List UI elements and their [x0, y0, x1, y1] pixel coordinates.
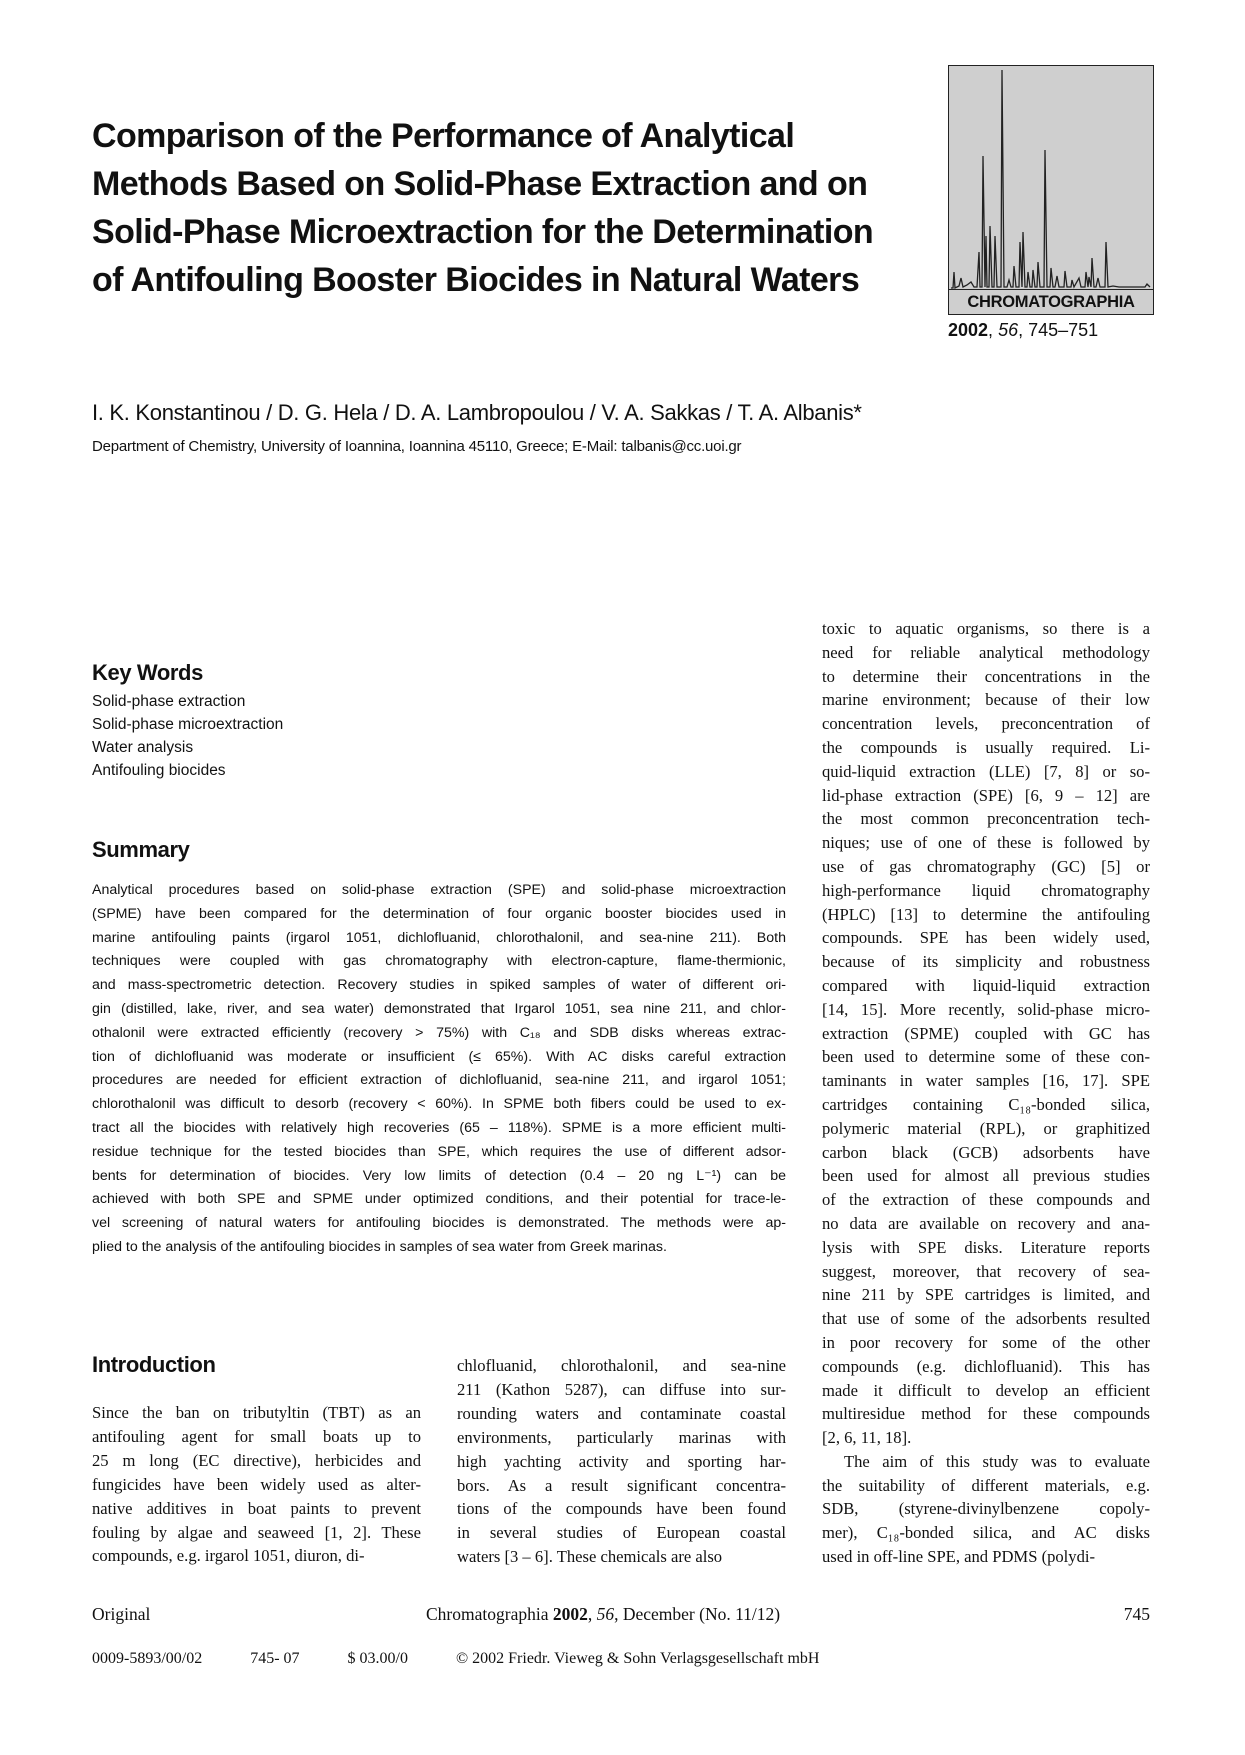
intro-column-left: [92, 1401, 421, 1568]
text-line: tract all the biocides with relatively high recoveries (65 – 118%). SPME is a more efficient multi-: [92, 1119, 786, 1136]
journal-name: Chromatographia: [426, 1604, 549, 1624]
text-line: quid-liquid extraction (LLE) [7, 8] or so-: [822, 761, 1150, 781]
text-line: procedures are needed for efficient extraction of dichlofluanid, sea-nine 211, and irgarol 1051;: [92, 1072, 786, 1089]
text-line: niques; use of one of these is followed by: [822, 833, 1150, 853]
title-line: Solid-Phase Microextraction for the Determination: [92, 213, 874, 251]
citation-pages: 745–751: [1028, 320, 1099, 340]
text-line: used in off-line SPE, and PDMS (polydi-: [822, 1547, 1096, 1567]
journal-volume: 56: [596, 1604, 615, 1624]
text-line: concentration levels, preconcentration of: [822, 714, 1150, 734]
title-line: of Antifouling Booster Biocides in Natural Waters: [92, 261, 860, 299]
text-line: the suitability of different materials, e.g.: [822, 1475, 1150, 1495]
copyright: © 2002 Friedr. Vieweg & Sohn Verlagsgesellschaft mbH: [456, 1650, 820, 1667]
text-line: to determine their concentrations in the: [822, 666, 1150, 686]
journal-issue-number: December (No. 11/12): [622, 1604, 781, 1624]
keyword: Solid-phase microextraction: [92, 716, 284, 733]
citation-year: 2002: [948, 320, 989, 340]
citation: 2002, 56, 745–751: [948, 320, 1099, 340]
text-line: in poor recovery for some of the other: [822, 1332, 1150, 1352]
text-line: rounding waters and contaminate coastal: [457, 1403, 786, 1423]
text-line: chlofluanid, chlorothalonil, and sea-nine: [457, 1356, 786, 1375]
text-line: compared with liquid-liquid extraction: [822, 975, 1150, 995]
text-line: bors. As a result significant concentra-: [457, 1475, 786, 1495]
text-line: multiresidue method for these compounds: [822, 1404, 1150, 1424]
text-line: waters [3 – 6]. These chemicals are also: [457, 1547, 723, 1567]
text-line: plied to the analysis of the antifouling biocides in samples of sea water from Greek marinas.: [92, 1238, 667, 1255]
journal-logo: [948, 65, 1154, 315]
text-line: native additives in boat paints to prevent: [92, 1498, 421, 1518]
text-line: carbon black (GCB) adsorbents have: [822, 1142, 1150, 1162]
text-line: the compounds is usually required. Li-: [822, 737, 1150, 757]
article-code: 745- 07: [250, 1650, 300, 1667]
text-line: Since the ban on tributyltin (TBT) as an: [92, 1403, 421, 1422]
text-line: of the extraction of these compounds and: [822, 1190, 1150, 1210]
logo-wordmark: CHROMATOGRAPHIA: [949, 289, 1153, 314]
text-line: compounds, e.g. irgarol 1051, diuron, di-: [92, 1546, 365, 1566]
text-line: chlorothalonil was difficult to desorb (recovery < 60%). In SPME both fibers could be used to ex-: [92, 1096, 786, 1113]
text-line: The aim of this study was to evaluate: [844, 1451, 1150, 1471]
intro-column-right: [822, 617, 1150, 1569]
text-line: SDB, (styrene-divinylbenzene copoly-: [822, 1499, 1150, 1519]
text-line: high yachting activity and sporting har-: [457, 1451, 786, 1471]
authors: I. K. Konstantinou / D. G. Hela / D. A. Lambropoulou / V. A. Sakkas / T. A. Albanis*: [92, 400, 862, 425]
text-line: suggest, moreover, that recovery of sea-: [822, 1261, 1150, 1281]
page-footer: [92, 1604, 1150, 1625]
text-line: 25 m long (EC directive), herbicides and: [92, 1450, 421, 1470]
chromatogram-logo-icon: [949, 66, 1152, 290]
text-line: extraction (SPME) coupled with GC has: [822, 1023, 1150, 1043]
text-line: environments, particularly marinas with: [457, 1427, 786, 1447]
title-line: Comparison of the Performance of Analytical: [92, 117, 795, 155]
article-title: [92, 112, 932, 304]
text-line: the most common preconcentration tech-: [822, 809, 1150, 829]
text-line: antifouling agent for small boats up to: [92, 1426, 421, 1446]
text-line: high-performance liquid chromatography: [822, 880, 1150, 900]
text-line: toxic to aquatic organisms, so there is a: [822, 619, 1150, 638]
keywords-list: [92, 690, 283, 782]
text-line: (HPLC) [13] to determine the antifouling: [822, 904, 1150, 924]
text-line: bents for determination of biocides. Very low limits of detection (0.4 – 20 ng L⁻¹) can be: [92, 1167, 786, 1184]
issn: 0009-5893/00/02: [92, 1650, 203, 1667]
text-line: compounds. SPE has been widely used,: [822, 928, 1150, 948]
text-line: mer), C₁₈-bonded silica, and AC disks: [822, 1523, 1150, 1543]
text-line: 211 (Kathon 5287), can diffuse into sur-: [457, 1379, 786, 1399]
text-line: that use of some of the adsorbents resulted: [822, 1309, 1150, 1329]
text-line: marine antifouling paints (irgarol 1051, dichlofluanid, chlorothalonil, and sea-nine 211). Both: [92, 929, 786, 946]
text-line: compounds (e.g. dichlofluanid). This has: [822, 1356, 1150, 1376]
introduction-heading: Introduction: [92, 1352, 216, 1377]
journal-year: 2002: [552, 1604, 588, 1624]
text-line: and mass-spectrometric detection. Recovery studies in spiked samples of water of different ori-: [92, 977, 786, 994]
price: $ 03.00/0: [347, 1650, 408, 1667]
text-line: achieved with both SPE and SPME under optimized conditions, and their potential for trace-le-: [92, 1191, 786, 1208]
text-line: othalonil were extracted efficiently (recovery > 75%) with C₁₈ and SDB disks whereas extrac-: [92, 1024, 786, 1041]
text-line: fouling by algae and seaweed [1, 2]. These: [92, 1522, 421, 1542]
journal-issue: Chromatographia 2002, 56, December (No. 11/12): [426, 1604, 781, 1624]
text-line: tions of the compounds have been found: [457, 1499, 786, 1519]
text-line: been used for almost all previous studies: [822, 1166, 1150, 1186]
text-line: polymeric material (RPL), or graphitized: [822, 1118, 1150, 1138]
text-line: marine environment; because of their low: [822, 690, 1150, 710]
keyword: Antifouling biocides: [92, 762, 226, 779]
text-line: gin (distilled, lake, river, and sea water) demonstrated that Irgarol 1051, sea nine 211, and chlor-: [92, 1000, 786, 1017]
text-line: nine 211 by SPE cartridges is limited, and: [822, 1285, 1150, 1305]
text-line: techniques were coupled with gas chromatography with electron-capture, flame-thermionic,: [92, 953, 786, 970]
text-line: need for reliable analytical methodology: [822, 642, 1150, 662]
keyword: Solid-phase extraction: [92, 693, 246, 710]
text-line: taminants in water samples [16, 17]. SPE: [822, 1071, 1150, 1091]
text-line: lysis with SPE disks. Literature reports: [822, 1237, 1150, 1257]
text-line: in several studies of European coastal: [457, 1523, 786, 1543]
intro-column-middle: [457, 1354, 786, 1569]
text-line: fungicides have been widely used as alter-: [92, 1474, 421, 1494]
text-line: (SPME) have been compared for the determination of four organic booster biocides used in: [92, 905, 786, 922]
text-line: use of gas chromatography (GC) [5] or: [822, 856, 1150, 876]
summary-text: [92, 879, 786, 1260]
citation-volume: 56: [998, 320, 1019, 340]
page-number: 745: [1123, 1604, 1150, 1624]
summary-heading: Summary: [92, 837, 190, 862]
publication-info: [92, 1650, 863, 1668]
text-line: tion of dichlofluanid was moderate or insufficient (≤ 65%). With AC disks careful extraction: [92, 1048, 786, 1065]
text-line: because of its simplicity and robustness: [822, 952, 1150, 972]
text-line: [14, 15]. More recently, solid-phase micro-: [822, 999, 1150, 1019]
text-line: Analytical procedures based on solid-phase extraction (SPE) and solid-phase microextraction: [92, 882, 786, 898]
title-line: Methods Based on Solid-Phase Extraction and on: [92, 165, 868, 203]
article-type: Original: [92, 1604, 151, 1624]
text-line: cartridges containing C₁₈-bonded silica,: [822, 1094, 1150, 1114]
text-line: vel screening of natural waters for antifouling biocides is demonstrated. The methods were ap-: [92, 1215, 786, 1232]
text-line: no data are available on recovery and ana-: [822, 1213, 1150, 1233]
text-line: made it difficult to develop an efficient: [822, 1380, 1150, 1400]
keywords-heading: Key Words: [92, 660, 203, 685]
text-line: been used to determine some of these con-: [822, 1047, 1150, 1067]
text-line: [2, 6, 11, 18].: [822, 1428, 912, 1448]
keyword: Water analysis: [92, 739, 194, 756]
text-line: residue technique for the tested biocides than SPE, which requires the use of different adsor-: [92, 1143, 786, 1160]
affiliation: Department of Chemistry, University of Ioannina, Ioannina 45110, Greece; E-Mail: talbanis@cc.uoi.gr: [92, 438, 742, 455]
text-line: lid-phase extraction (SPE) [6, 9 – 12] are: [822, 785, 1150, 805]
